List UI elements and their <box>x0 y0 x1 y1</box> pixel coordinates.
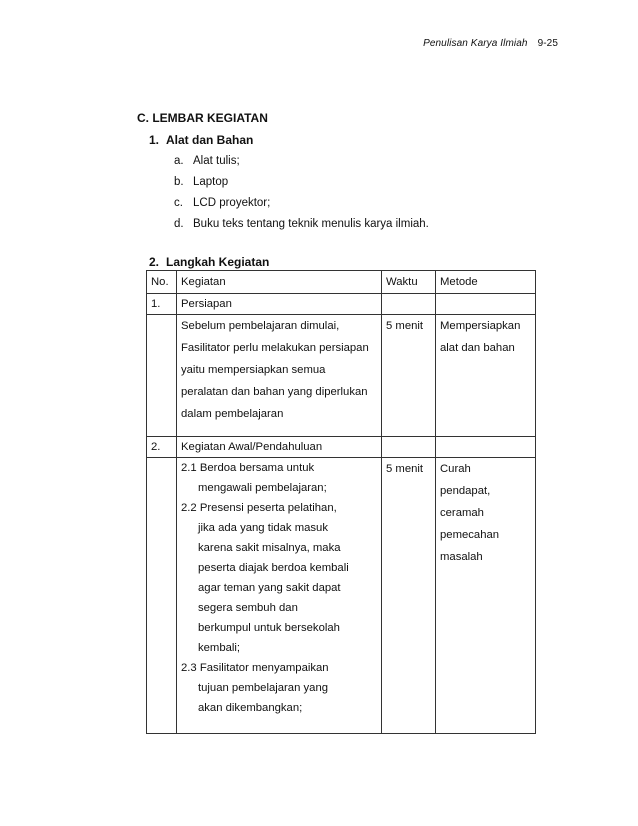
alat-heading <box>149 133 253 147</box>
kegiatan-cell <box>177 458 382 734</box>
kegiatan-line: dalam pembelajaran <box>181 408 284 420</box>
table-row <box>147 315 536 437</box>
table-row <box>147 437 536 458</box>
sub-item-line: tujuan pembelajaran yang <box>198 682 329 694</box>
running-header <box>423 38 558 49</box>
sub-item <box>181 658 377 678</box>
metode-line: Curah <box>440 463 471 475</box>
section-title: C. LEMBAR KEGIATAN <box>137 111 268 125</box>
header-no: No. <box>147 271 177 294</box>
langkah-title: Langkah Kegiatan <box>166 255 270 269</box>
metode-line: ceramah <box>440 507 484 519</box>
list-marker: b. <box>174 176 184 188</box>
sub-item-line: agar teman yang sakit dapat <box>198 582 341 594</box>
empty-cell <box>436 294 536 315</box>
sub-item-line: mengawali pembelajaran; <box>198 482 327 494</box>
list-item <box>174 175 429 196</box>
langkah-number: 2. <box>149 255 160 269</box>
table-header-row <box>147 271 536 294</box>
list-text: LCD proyektor; <box>193 197 271 209</box>
row-number: 2. <box>147 437 177 458</box>
alat-title: Alat dan Bahan <box>166 133 254 147</box>
list-marker: c. <box>174 197 183 209</box>
sub-item-line: Berdoa bersama untuk <box>199 462 315 474</box>
empty-cell <box>147 458 177 734</box>
sub-item <box>181 458 377 478</box>
empty-cell <box>382 437 436 458</box>
sub-item-line: Presensi peserta pelatihan, <box>199 502 337 514</box>
sub-item-line: karena sakit misalnya, maka <box>198 542 341 554</box>
list-text: Alat tulis; <box>193 155 240 167</box>
list-item <box>174 154 429 175</box>
kegiatan-line: Sebelum pembelajaran dimulai, <box>181 320 340 332</box>
header-metode: Metode <box>436 271 536 294</box>
kegiatan-line: Fasilitator perlu melakukan persiapan <box>181 342 369 354</box>
metode-line: pemecahan <box>440 529 500 541</box>
sub-item-line: Fasilitator menyampaikan <box>199 662 329 674</box>
metode-line: Mempersiapkan <box>440 320 521 332</box>
header-title: Penulisan Karya Ilmiah <box>423 38 528 49</box>
sub-item-number: 2.1 <box>181 462 197 474</box>
metode-cell <box>436 315 536 437</box>
page-number: 9-25 <box>537 38 558 49</box>
table-row <box>147 294 536 315</box>
metode-line: alat dan bahan <box>440 342 515 354</box>
list-text: Buku teks tentang teknik menulis karya ilmiah. <box>193 218 429 230</box>
list-marker: d. <box>174 218 184 230</box>
sub-item-line: akan dikembangkan; <box>198 702 303 714</box>
metode-line: pendapat, <box>440 485 491 497</box>
empty-cell <box>436 437 536 458</box>
alat-number: 1. <box>149 133 160 147</box>
empty-cell <box>382 294 436 315</box>
sub-item-number: 2.3 <box>181 662 197 674</box>
sub-item-line: berkumpul untuk bersekolah <box>198 622 340 634</box>
empty-cell <box>147 315 177 437</box>
waktu-cell: 5 menit <box>382 458 436 734</box>
kegiatan-line: yaitu mempersiapkan semua <box>181 364 326 376</box>
metode-cell <box>436 458 536 734</box>
metode-line: masalah <box>440 551 483 563</box>
row-title: Persiapan <box>177 294 382 315</box>
table-row <box>147 458 536 734</box>
sub-item-line: segera sembuh dan <box>198 602 298 614</box>
row-title: Kegiatan Awal/Pendahuluan <box>177 437 382 458</box>
list-item <box>174 196 429 217</box>
alat-list <box>174 154 429 238</box>
kegiatan-cell <box>177 315 382 437</box>
sub-item-line: jika ada yang tidak masuk <box>198 522 328 534</box>
row-number: 1. <box>147 294 177 315</box>
waktu-cell: 5 menit <box>382 315 436 437</box>
header-kegiatan: Kegiatan <box>177 271 382 294</box>
sub-item-line: peserta diajak berdoa kembali <box>198 562 349 574</box>
sub-item-line: kembali; <box>198 642 241 654</box>
kegiatan-line: peralatan dan bahan yang diperlukan <box>181 386 368 398</box>
langkah-heading <box>149 255 269 269</box>
header-waktu: Waktu <box>382 271 436 294</box>
sub-item-number: 2.2 <box>181 502 197 514</box>
list-marker: a. <box>174 155 184 167</box>
activity-table <box>146 270 536 734</box>
list-item <box>174 217 429 238</box>
sub-item <box>181 498 377 518</box>
list-text: Laptop <box>193 176 229 188</box>
